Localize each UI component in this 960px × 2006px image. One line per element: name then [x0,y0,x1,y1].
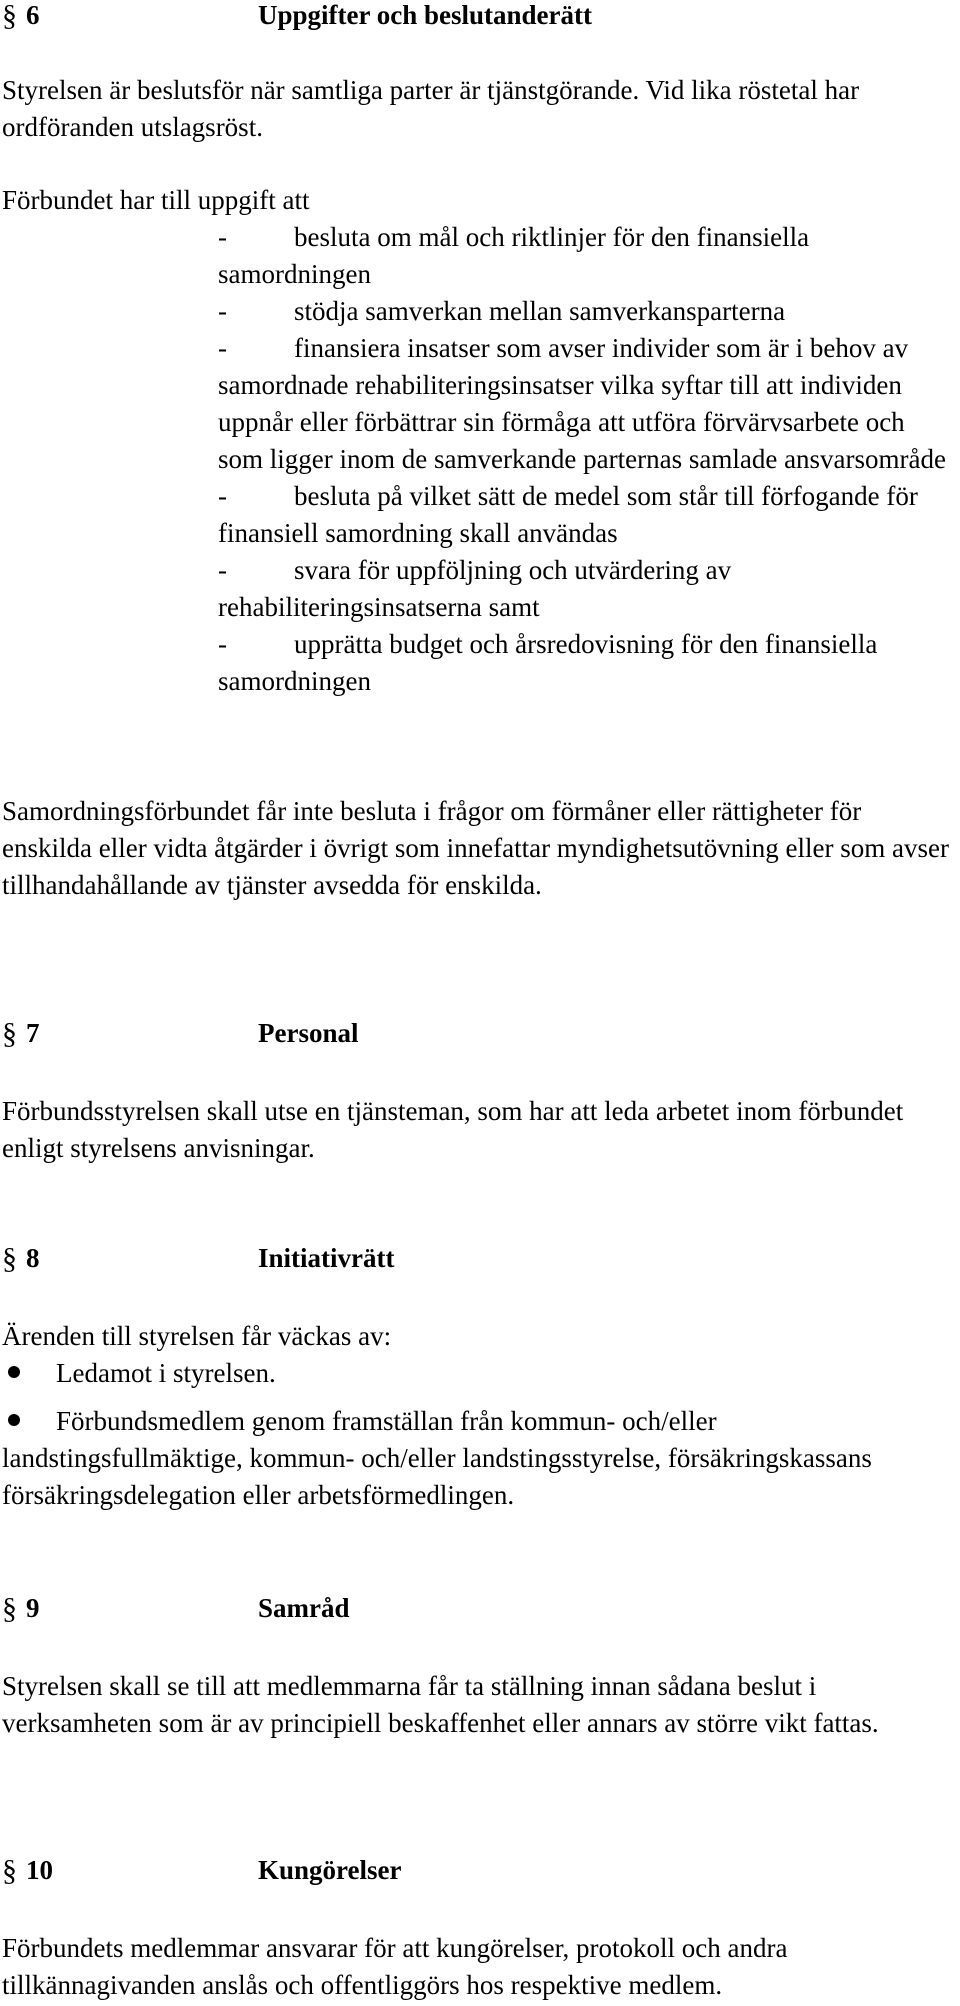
section-sign: § [2,1592,17,1625]
section-sign: § [2,1854,17,1887]
task-text: svara för uppföljning och utvärdering av rehabiliteringsinsatserna samt [218,555,732,622]
bullet-icon [8,1414,20,1426]
bullet-text: Förbundsmedlem genom framställan från kommun- och/eller landstingsfullmäktige, kommun- och/eller landstingsstyrelse, försäkringskassans försäkringsdelegation eller arbetsförmedlingen. [2,1406,872,1510]
bullet-list-item [2,1403,954,1514]
section-10-paragraph-1: Förbundets medlemmar ansvarar för att kungörelser, protokoll och andra tillkännagivanden anslås och offentliggörs hos respektive medlem. [2,1933,788,2000]
task-text: besluta på vilket sätt de medel som står till förfogande för finansiell samordning skall användas [218,481,918,548]
task-list-item [218,293,954,330]
section-6-task-list [218,219,954,700]
section-title: Initiativrätt [258,1243,395,1273]
section-8-intro: Ärenden till styrelsen får väckas av: [2,1321,392,1351]
section-9-paragraph-1: Styrelsen skall se till att medlemmarna får ta ställning innan sådana beslut i verksamheten som är av principiell beskaffenhet eller annars av större vikt fattas. [2,1671,879,1738]
section-number: 6 [26,0,40,30]
task-list-item [218,330,954,478]
section-title: Kungörelser [258,1855,402,1885]
section-sign: § [2,0,17,32]
section-number: 8 [26,1243,40,1273]
section-6-paragraph-1: Styrelsen är beslutsför när samtliga parter är tjänstgörande. Vid lika röstetal har ordföranden utslagsröst. [2,75,860,142]
dash-marker: - [218,629,227,659]
bullet-icon [8,1366,20,1378]
task-list-item [218,552,954,626]
bullet-list-item [2,1355,954,1392]
task-text: upprätta budget och årsredovisning för den finansiella samordningen [218,629,878,696]
section-6-paragraph-2: Samordningsförbundet får inte besluta i frågor om förmåner eller rättigheter för enskilda eller vidta åtgärder i övrigt som innefattar myndighetsutövning eller som avser tillhandahållande av tjänster avsedda för enskilda. [2,796,949,900]
task-list-item [218,478,954,552]
dash-marker: - [218,481,227,511]
bullet-text: Ledamot i styrelsen. [56,1358,276,1388]
task-list-item [218,219,954,293]
dash-marker: - [218,222,227,252]
section-title: Uppgifter och beslutanderätt [258,0,592,30]
task-text: besluta om mål och riktlinjer för den finansiella samordningen [218,222,810,289]
section-7-paragraph-1: Förbundsstyrelsen skall utse en tjänsteman, som har att leda arbetet inom förbundet enligt styrelsens anvisningar. [2,1096,904,1163]
task-list-item [218,626,954,700]
section-number: 7 [26,1018,40,1048]
section-title: Samråd [258,1593,350,1623]
dash-marker: - [218,296,227,326]
section-6-intro: Förbundet har till uppgift att [2,185,310,215]
dash-marker: - [218,333,227,363]
section-number: 10 [26,1855,53,1885]
section-number: 9 [26,1593,40,1623]
dash-marker: - [218,555,227,585]
task-text: finansiera insatser som avser individer som är i behov av samordnade rehabiliteringsinsatser vilka syftar till att individen uppnår eller förbättrar sin förmåga att utföra förvärvsarbete och som ligger inom de samverkande parternas samlade ansvarsområde [218,333,946,474]
section-title: Personal [258,1018,359,1048]
section-sign: § [2,1242,17,1275]
section-sign: § [2,1017,17,1050]
task-text: stödja samverkan mellan samverkansparterna [294,296,786,326]
